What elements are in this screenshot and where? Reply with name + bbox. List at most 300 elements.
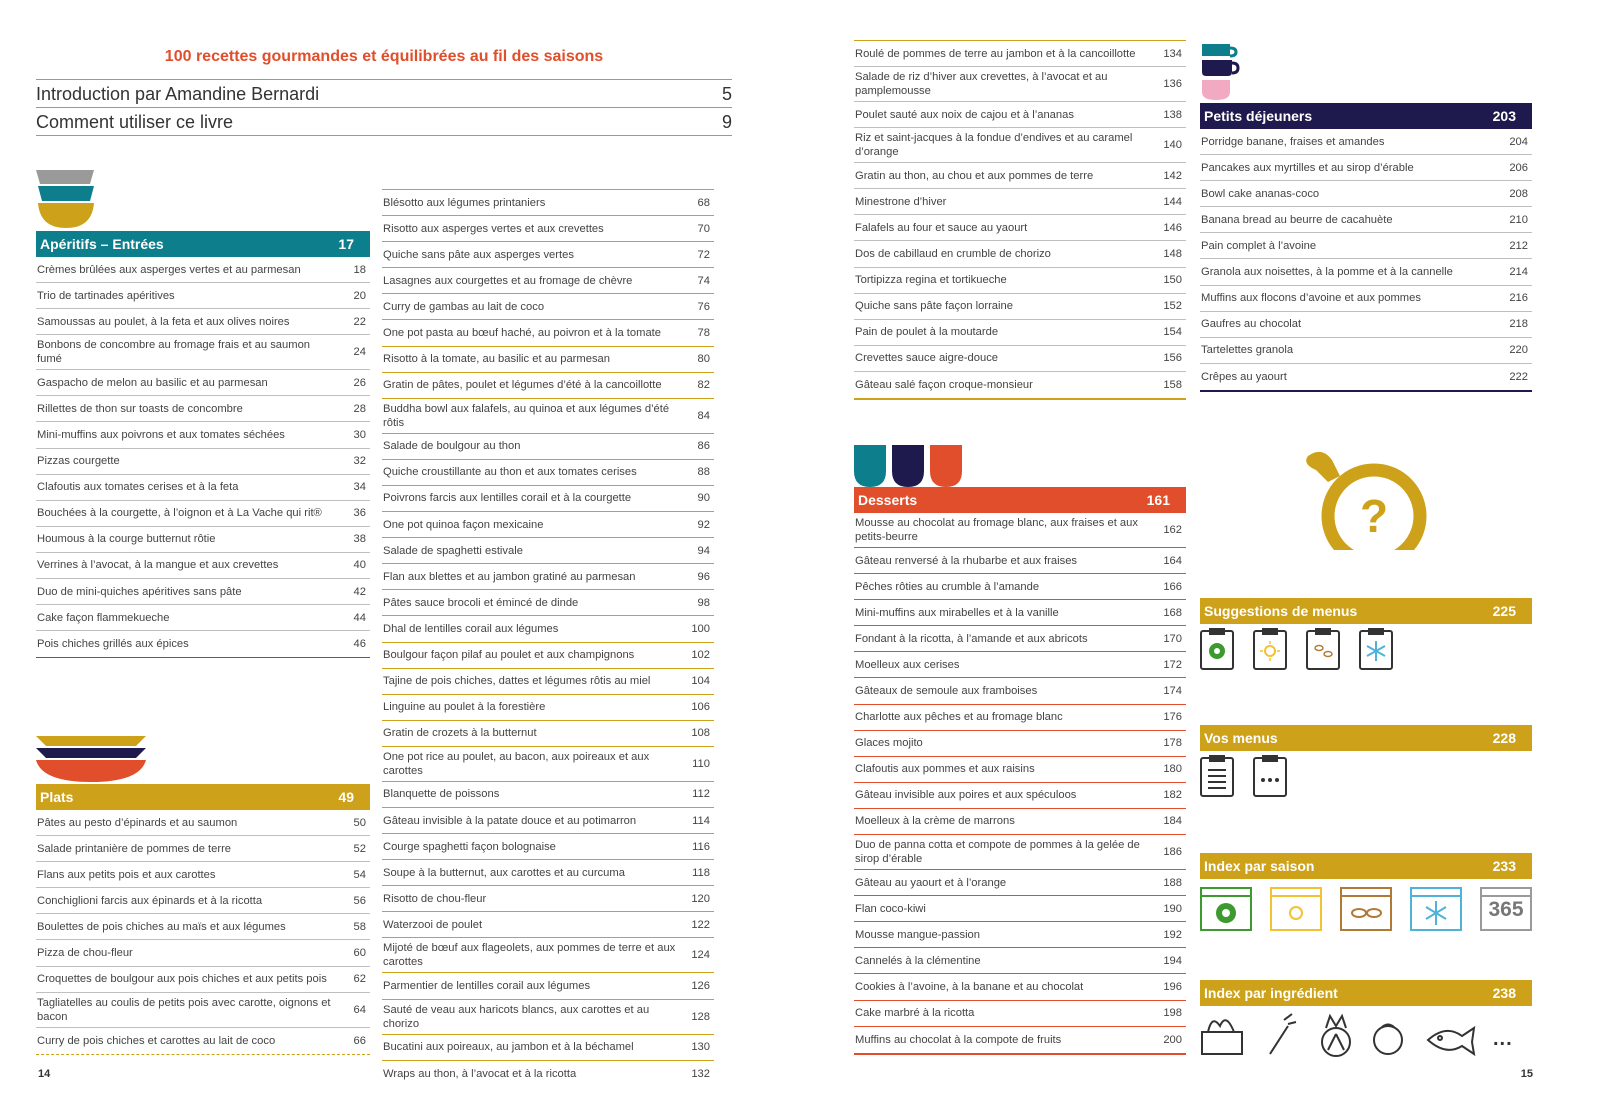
toc-entry-name: Parmentier de lentilles corail aux légumes bbox=[383, 979, 591, 992]
toc-entry[interactable] bbox=[854, 678, 1186, 704]
toc-entry-name: Tortipizza regina et tortikueche bbox=[855, 274, 1007, 287]
toc-entry[interactable] bbox=[854, 548, 1186, 574]
toc-entry[interactable] bbox=[36, 370, 370, 396]
toc-entry-name: Bucatini aux poireaux, au jambon et à la béchamel bbox=[383, 1041, 634, 1054]
ingredient-icons bbox=[1200, 1010, 1480, 1058]
toc-entry-page: 72 bbox=[697, 248, 710, 261]
toc-entry[interactable] bbox=[36, 993, 370, 1028]
toc-entry-name: Quiche sans pâte aux asperges vertes bbox=[383, 248, 574, 261]
toc-entry[interactable] bbox=[36, 631, 370, 657]
toc-entry[interactable] bbox=[382, 912, 714, 938]
toc-entry-name: Mini-muffins aux mirabelles et à la vanille bbox=[855, 606, 1059, 619]
toc-entry[interactable] bbox=[854, 870, 1186, 896]
toc-entry-name: Poivrons farcis aux lentilles corail et à la courgette bbox=[383, 492, 632, 505]
stacked-bowls-icon bbox=[36, 168, 96, 230]
toc-entry-name: Conchiglioni farcis aux épinards et à la ricotta bbox=[37, 894, 263, 907]
section-header-index-ingredient[interactable] bbox=[1200, 980, 1532, 1006]
toc-entry[interactable] bbox=[854, 346, 1186, 372]
toc-entry[interactable] bbox=[36, 527, 370, 553]
toc-entry-name: Gaspacho de melon au basilic et au parmesan bbox=[37, 376, 268, 389]
toc-entry-name: Clafoutis aux tomates cerises et à la feta bbox=[37, 481, 239, 494]
toc-entry[interactable] bbox=[382, 399, 714, 434]
toc-entry[interactable] bbox=[854, 163, 1186, 189]
toc-entry[interactable] bbox=[382, 860, 714, 886]
toc-entry-name: Cake marbré à la ricotta bbox=[855, 1007, 975, 1020]
toc-entry-name: Linguine au poulet à la forestière bbox=[383, 701, 546, 714]
toc-entry[interactable] bbox=[1200, 364, 1532, 390]
toc-entry-name: Trio de tartinades apéritives bbox=[37, 289, 175, 302]
toc-entry-name: Granola aux noisettes, à la pomme et à la cannelle bbox=[1201, 266, 1453, 279]
toc-entry[interactable] bbox=[854, 320, 1186, 346]
toc-entry[interactable] bbox=[854, 600, 1186, 626]
more-ingredients-icon: ... bbox=[1493, 1028, 1513, 1050]
toc-entry[interactable] bbox=[36, 1028, 370, 1054]
toc-entry-page: 80 bbox=[697, 353, 710, 366]
toc-entry-page: 134 bbox=[1163, 47, 1182, 60]
toc-entry[interactable] bbox=[854, 896, 1186, 922]
toc-entry[interactable] bbox=[1200, 286, 1532, 312]
section-header-suggestions[interactable] bbox=[1200, 598, 1532, 624]
toc-entry-page: 40 bbox=[353, 559, 366, 572]
toc-entry[interactable] bbox=[36, 605, 370, 631]
toc-entry[interactable] bbox=[382, 590, 714, 616]
toc-entry-page: 222 bbox=[1509, 370, 1528, 383]
toc-entry-page: 216 bbox=[1509, 292, 1528, 305]
toc-entry-name: Soupe à la butternut, aux carottes et au curcuma bbox=[383, 866, 625, 879]
toc-entry-name: Lasagnes aux courgettes et au fromage de chèvre bbox=[383, 274, 633, 287]
toc-entry[interactable] bbox=[854, 757, 1186, 783]
toc-entry[interactable] bbox=[382, 669, 714, 695]
toc-entry-page: 198 bbox=[1163, 1007, 1182, 1020]
toc-entry-page: 136 bbox=[1163, 78, 1182, 91]
toc-entry[interactable] bbox=[854, 705, 1186, 731]
toc-entry-name: Risotto de chou-fleur bbox=[383, 892, 487, 905]
toc-entry-name: Boulgour façon pilaf au poulet et aux champignons bbox=[383, 649, 635, 662]
toc-entry-page: 70 bbox=[697, 222, 710, 235]
toc-entry[interactable] bbox=[382, 721, 714, 747]
stacked-cups-icon bbox=[1200, 42, 1242, 102]
toc-entry[interactable] bbox=[1200, 312, 1532, 338]
toc-entry[interactable] bbox=[382, 616, 714, 642]
toc-entry[interactable] bbox=[382, 973, 714, 999]
toc-entry-name: Salade printanière de pommes de terre bbox=[37, 842, 232, 855]
toc-entry[interactable] bbox=[36, 967, 370, 993]
toc-entry[interactable] bbox=[854, 268, 1186, 294]
toc-entry[interactable] bbox=[854, 215, 1186, 241]
toc-entry-name: Pain complet à l’avoine bbox=[1201, 239, 1317, 252]
toc-entry-page: 30 bbox=[353, 429, 366, 442]
toc-entry-page: 220 bbox=[1509, 344, 1528, 357]
toc-entry-page: 118 bbox=[692, 866, 710, 879]
toc-entry[interactable] bbox=[382, 564, 714, 590]
toc-entry-name: Waterzooi de poulet bbox=[383, 918, 483, 931]
plats-continued-list bbox=[382, 190, 714, 1087]
toc-entry-name: Tagliatelles au coulis de petits pois avec carotte, oignons et bacon bbox=[37, 996, 331, 1023]
toc-entry-page: 204 bbox=[1509, 135, 1528, 148]
toc-entry[interactable] bbox=[382, 216, 714, 242]
toc-entry[interactable] bbox=[382, 320, 714, 346]
svg-text:?: ? bbox=[1359, 490, 1389, 542]
toc-entry[interactable] bbox=[854, 574, 1186, 600]
toc-entry-page: 86 bbox=[697, 440, 710, 453]
toc-entry-page: 104 bbox=[691, 675, 710, 688]
intro-row[interactable] bbox=[36, 80, 732, 108]
toc-entry[interactable] bbox=[1200, 233, 1532, 259]
toc-entry-name: Pain de poulet à la moutarde bbox=[855, 326, 999, 339]
toc-entry-page: 192 bbox=[1163, 928, 1182, 941]
toc-entry-page: 96 bbox=[697, 570, 710, 583]
toc-entry-name: Gratin au thon, au chou et aux pommes de terre bbox=[855, 169, 1094, 182]
toc-entry-name: Blésotto aux légumes printaniers bbox=[383, 196, 546, 209]
toc-entry-name: Fondant à la ricotta, à l’amande et aux abricots bbox=[855, 632, 1088, 645]
toc-entry-name: Poulet sauté aux noix de cajou et à l’ananas bbox=[855, 108, 1074, 121]
toc-entry-page: 44 bbox=[353, 611, 366, 624]
toc-entry-name: Dos de cabillaud en crumble de chorizo bbox=[855, 248, 1051, 261]
toc-entry[interactable] bbox=[36, 501, 370, 527]
toc-entry-page: 168 bbox=[1163, 606, 1182, 619]
toc-entry-page: 84 bbox=[697, 409, 710, 422]
how-to-page: 9 bbox=[721, 112, 732, 132]
page-number-right: 15 bbox=[1520, 1068, 1533, 1080]
intro-label: Introduction par Amandine Bernardi bbox=[36, 84, 320, 104]
toc-entry[interactable] bbox=[36, 309, 370, 335]
toc-entry-name: Sauté de veau aux haricots blancs, aux carottes et au chorizo bbox=[383, 1003, 650, 1030]
toc-entry-page: 26 bbox=[353, 376, 366, 389]
toc-entry-page: 190 bbox=[1163, 902, 1182, 915]
aperitifs-list bbox=[36, 257, 370, 658]
toc-entry-name: Mijoté de bœuf aux flageolets, aux pommes de terre et aux carottes bbox=[383, 942, 676, 969]
toc-entry-page: 156 bbox=[1163, 352, 1182, 365]
section-header-aperitifs[interactable] bbox=[36, 231, 370, 257]
toc-entry-page: 54 bbox=[353, 868, 366, 881]
toc-entry[interactable] bbox=[36, 475, 370, 501]
toc-entry[interactable] bbox=[854, 731, 1186, 757]
section-page: 17 bbox=[338, 236, 354, 252]
toc-entry-page: 178 bbox=[1163, 737, 1182, 750]
toc-entry-name: Gâteau au yaourt et à l’orange bbox=[855, 876, 1007, 889]
toc-entry-name: Croquettes de boulgour aux pois chiches et aux petits pois bbox=[37, 973, 327, 986]
toc-entry[interactable] bbox=[854, 189, 1186, 215]
toc-entry-name: Cannelés à la clémentine bbox=[855, 954, 981, 967]
toc-entry-page: 66 bbox=[353, 1034, 366, 1047]
section-page: 225 bbox=[1492, 603, 1516, 619]
toc-entry-page: 140 bbox=[1163, 139, 1182, 152]
toc-entry[interactable] bbox=[854, 294, 1186, 320]
toc-entry-name: Pâtes sauce brocoli et émincé de dinde bbox=[383, 596, 579, 609]
section-header-plats[interactable] bbox=[36, 784, 370, 810]
toc-entry-page: 172 bbox=[1163, 658, 1182, 671]
toc-entry[interactable] bbox=[382, 1035, 714, 1061]
toc-entry[interactable] bbox=[1200, 181, 1532, 207]
toc-entry-page: 144 bbox=[1163, 195, 1182, 208]
intro-page: 5 bbox=[721, 84, 732, 104]
toc-entry-name: Muffins au chocolat à la compote de fruits bbox=[855, 1033, 1062, 1046]
toc-entry-name: Pizzas courgette bbox=[37, 455, 120, 468]
toc-entry-page: 20 bbox=[353, 289, 366, 302]
toc-entry-name: Mini-muffins aux poivrons et aux tomates séchées bbox=[37, 429, 285, 442]
toc-entry-name: Houmous à la courge butternut rôtie bbox=[37, 533, 216, 546]
toc-entry[interactable] bbox=[382, 886, 714, 912]
toc-entry-name: Roulé de pommes de terre au jambon et à la cancoillotte bbox=[855, 47, 1136, 60]
toc-entry[interactable] bbox=[854, 102, 1186, 128]
toc-entry-name: One pot pasta au bœuf haché, au poivron et à la tomate bbox=[383, 327, 661, 340]
toc-entry-name: Quiche croustillante au thon et aux tomates cerises bbox=[383, 466, 637, 479]
toc-entry-page: 124 bbox=[691, 949, 710, 962]
toc-entry-page: 112 bbox=[692, 788, 710, 801]
toc-entry-page: 214 bbox=[1509, 266, 1528, 279]
toc-entry-name: Duo de mini-quiches apéritives sans pâte bbox=[37, 585, 242, 598]
toc-entry[interactable] bbox=[1200, 338, 1532, 364]
toc-entry-name: Quiche sans pâte façon lorraine bbox=[855, 300, 1013, 313]
toc-entry[interactable] bbox=[382, 242, 714, 268]
toc-entry-page: 94 bbox=[697, 544, 710, 557]
toc-entry[interactable] bbox=[382, 834, 714, 860]
toc-entry-name: Flan coco-kiwi bbox=[855, 902, 926, 915]
section-label: Plats bbox=[40, 789, 74, 805]
toc-entry-name: Dhal de lentilles corail aux légumes bbox=[383, 622, 559, 635]
section-header-vos-menus[interactable] bbox=[1200, 725, 1532, 751]
toc-entry[interactable] bbox=[854, 1001, 1186, 1027]
toc-entry-name: Bonbons de concombre au fromage frais et au saumon fumé bbox=[37, 339, 311, 366]
toc-entry[interactable] bbox=[854, 626, 1186, 652]
toc-entry-page: 58 bbox=[353, 920, 366, 933]
season-clipboards-icon bbox=[1200, 628, 1400, 672]
toc-entry[interactable] bbox=[36, 335, 370, 370]
toc-entry-page: 138 bbox=[1163, 108, 1182, 121]
section-header-desserts[interactable] bbox=[854, 487, 1186, 513]
how-to-row[interactable] bbox=[36, 108, 732, 136]
toc-entry[interactable] bbox=[382, 512, 714, 538]
toc-entry-name: Bouchées à la courgette, à l’oignon et à La Vache qui rit® bbox=[37, 507, 322, 520]
toc-entry[interactable] bbox=[382, 695, 714, 721]
toc-entry-page: 180 bbox=[1163, 763, 1182, 776]
toc-entry-page: 76 bbox=[697, 300, 710, 313]
toc-entry[interactable] bbox=[854, 809, 1186, 835]
toc-entry-page: 100 bbox=[691, 622, 710, 635]
calendar-365-label: 365 bbox=[1488, 898, 1524, 921]
toc-entry-page: 170 bbox=[1163, 632, 1182, 645]
toc-entry-page: 108 bbox=[691, 727, 710, 740]
toc-entry[interactable] bbox=[854, 974, 1186, 1000]
toc-entry-name: Pâtes au pesto d’épinards et au saumon bbox=[37, 816, 238, 829]
toc-entry-name: Muffins aux flocons d’avoine et aux pommes bbox=[1201, 292, 1421, 305]
toc-entry[interactable] bbox=[854, 1027, 1186, 1053]
toc-entry[interactable] bbox=[36, 553, 370, 579]
toc-entry[interactable] bbox=[1200, 207, 1532, 233]
toc-entry-name: Bowl cake ananas-coco bbox=[1201, 187, 1320, 200]
toc-entry-name: Courge spaghetti façon bolognaise bbox=[383, 840, 556, 853]
toc-entry-page: 38 bbox=[353, 533, 366, 546]
toc-entry[interactable] bbox=[36, 810, 370, 836]
toc-entry-name: Buddha bowl aux falafels, au quinoa et aux légumes d’été rôtis bbox=[383, 402, 670, 429]
toc-entry-page: 210 bbox=[1509, 213, 1528, 226]
toc-entry-name: Mousse au chocolat au fromage blanc, aux fraises et aux petits-beurre bbox=[855, 517, 1138, 543]
toc-entry-name: Pancakes aux myrtilles et au sirop d’érable bbox=[1201, 161, 1414, 174]
toc-entry-page: 106 bbox=[691, 701, 710, 714]
toc-entry[interactable] bbox=[382, 938, 714, 973]
toc-entry-name: One pot rice au poulet, au bacon, aux poireaux et aux carottes bbox=[383, 750, 650, 777]
toc-entry-page: 148 bbox=[1163, 248, 1182, 261]
toc-entry[interactable] bbox=[36, 283, 370, 309]
section-label: Suggestions de menus bbox=[1204, 603, 1358, 619]
section-page: 233 bbox=[1492, 858, 1516, 874]
section-header-petits-dejeuners[interactable] bbox=[1200, 103, 1532, 129]
toc-entry[interactable] bbox=[382, 643, 714, 669]
toc-entry-name: Porridge banane, fraises et amandes bbox=[1201, 135, 1385, 148]
toc-entry-page: 158 bbox=[1163, 378, 1182, 391]
toc-entry[interactable] bbox=[1200, 259, 1532, 285]
section-page: 203 bbox=[1492, 108, 1516, 124]
toc-entry-page: 154 bbox=[1163, 326, 1182, 339]
toc-entry-name: Banana bread au beurre de cacahuète bbox=[1201, 213, 1393, 226]
toc-entry-name: Rillettes de thon sur toasts de concombre bbox=[37, 402, 243, 415]
toc-entry[interactable] bbox=[36, 862, 370, 888]
toc-entry[interactable] bbox=[854, 948, 1186, 974]
toc-entry-name: Cake façon flammekueche bbox=[37, 611, 170, 624]
toc-entry-page: 88 bbox=[697, 466, 710, 479]
toc-entry[interactable] bbox=[854, 835, 1186, 870]
section-label: Index par saison bbox=[1204, 858, 1315, 874]
toc-entry[interactable] bbox=[36, 836, 370, 862]
toc-entry-name: Gâteaux de semoule aux framboises bbox=[855, 685, 1038, 698]
toc-entry[interactable] bbox=[854, 67, 1186, 102]
toc-entry[interactable] bbox=[382, 782, 714, 808]
toc-entry-name: Verrines à l’avocat, à la mangue et aux crevettes bbox=[37, 559, 279, 572]
toc-entry-name: Salade de boulgour au thon bbox=[383, 440, 521, 453]
toc-entry-name: Pizza de chou-fleur bbox=[37, 947, 133, 960]
toc-entry-page: 90 bbox=[697, 492, 710, 505]
petits-dejeuners-list bbox=[1200, 129, 1532, 392]
toc-entry[interactable] bbox=[36, 940, 370, 966]
toc-entry-name: One pot quinoa façon mexicaine bbox=[383, 518, 544, 531]
toc-entry-page: 206 bbox=[1509, 161, 1528, 174]
toc-entry-name: Flans aux petits pois et aux carottes bbox=[37, 868, 216, 881]
question-ladle-icon bbox=[1302, 450, 1432, 550]
toc-entry[interactable] bbox=[382, 1061, 714, 1087]
toc-entry-name: Clafoutis aux pommes et aux raisins bbox=[855, 763, 1035, 776]
toc-entry-name: Cookies à l’avoine, à la banane et au chocolat bbox=[855, 980, 1084, 993]
toc-entry[interactable] bbox=[854, 241, 1186, 267]
toc-entry[interactable] bbox=[36, 396, 370, 422]
toc-entry-page: 32 bbox=[353, 455, 366, 468]
toc-entry[interactable] bbox=[36, 449, 370, 475]
toc-entry[interactable] bbox=[36, 257, 370, 283]
toc-entry-name: Risotto aux asperges vertes et aux crevettes bbox=[383, 222, 604, 235]
stacked-plates-icon bbox=[36, 734, 148, 784]
toc-entry[interactable] bbox=[854, 783, 1186, 809]
toc-entry[interactable] bbox=[382, 347, 714, 373]
toc-entry[interactable] bbox=[36, 914, 370, 940]
toc-entry-name: Gâteau invisible à la patate douce et au potimarron bbox=[383, 814, 637, 827]
toc-entry[interactable] bbox=[36, 888, 370, 914]
toc-entry-page: 166 bbox=[1163, 580, 1182, 593]
toc-entry[interactable] bbox=[382, 747, 714, 782]
toc-entry[interactable] bbox=[1200, 155, 1532, 181]
toc-entry-page: 126 bbox=[691, 979, 710, 992]
toc-entry-page: 18 bbox=[353, 263, 366, 276]
toc-entry-page: 64 bbox=[353, 1003, 366, 1016]
toc-entry-page: 116 bbox=[692, 840, 710, 853]
toc-entry[interactable] bbox=[382, 486, 714, 512]
section-page: 49 bbox=[338, 789, 354, 805]
toc-entry-name: Gratin de pâtes, poulet et légumes d’été à la cancoillotte bbox=[383, 379, 662, 392]
section-label: Apéritifs – Entrées bbox=[40, 236, 164, 252]
toc-entry-page: 68 bbox=[697, 196, 710, 209]
toc-entry-page: 176 bbox=[1163, 711, 1182, 724]
toc-entry[interactable] bbox=[382, 190, 714, 216]
toc-entry[interactable] bbox=[854, 922, 1186, 948]
toc-entry[interactable] bbox=[382, 294, 714, 320]
toc-entry-page: 74 bbox=[697, 274, 710, 287]
toc-entry-name: Curry de gambas au lait de coco bbox=[383, 300, 545, 313]
toc-entry[interactable] bbox=[382, 538, 714, 564]
toc-entry-name: Blanquette de poissons bbox=[383, 788, 500, 801]
toc-entry-name: Pêches rôties au crumble à l’amande bbox=[855, 580, 1040, 593]
toc-entry-name: Samoussas au poulet, à la feta et aux olives noires bbox=[37, 315, 290, 328]
toc-entry[interactable] bbox=[382, 373, 714, 399]
desserts-list bbox=[854, 513, 1186, 1055]
toc-entry[interactable] bbox=[854, 41, 1186, 67]
toc-entry-page: 42 bbox=[353, 585, 366, 598]
toc-entry-name: Riz et saint-jacques à la fondue d’endives et au caramel d’orange bbox=[855, 132, 1133, 159]
toc-entry[interactable] bbox=[382, 808, 714, 834]
toc-entry-page: 46 bbox=[353, 638, 366, 651]
toc-entry-name: Salade de riz d’hiver aux crevettes, à l’avocat et au pamplemousse bbox=[855, 71, 1108, 98]
toc-entry-page: 194 bbox=[1163, 954, 1182, 967]
section-page: 228 bbox=[1492, 730, 1516, 746]
toc-entry-page: 208 bbox=[1509, 187, 1528, 200]
toc-entry-page: 120 bbox=[691, 892, 710, 905]
toc-entry-page: 122 bbox=[691, 918, 710, 931]
toc-entry-name: Gâteau renversé à la rhubarbe et aux fraises bbox=[855, 554, 1078, 567]
toc-entry-page: 212 bbox=[1509, 239, 1528, 252]
toc-entry-name: Moelleux aux cerises bbox=[855, 658, 960, 671]
toc-entry-page: 164 bbox=[1163, 554, 1182, 567]
toc-entry[interactable] bbox=[382, 1000, 714, 1035]
section-label: Vos menus bbox=[1204, 730, 1278, 746]
toc-entry-page: 28 bbox=[353, 402, 366, 415]
toc-entry-page: 92 bbox=[697, 518, 710, 531]
toc-entry-name: Glaces mojito bbox=[855, 737, 923, 750]
plats-list bbox=[36, 810, 370, 1055]
toc-entry[interactable] bbox=[1200, 129, 1532, 155]
toc-entry[interactable] bbox=[854, 513, 1186, 548]
toc-entry[interactable] bbox=[36, 579, 370, 605]
toc-entry-page: 146 bbox=[1163, 221, 1182, 234]
toc-entry-page: 98 bbox=[697, 596, 710, 609]
section-page: 238 bbox=[1492, 985, 1516, 1001]
section-label: Index par ingrédient bbox=[1204, 985, 1338, 1001]
toc-entry[interactable] bbox=[382, 434, 714, 460]
toc-entry-page: 162 bbox=[1163, 524, 1182, 536]
toc-entry[interactable] bbox=[854, 372, 1186, 398]
toc-title: 100 recettes gourmandes et équilibrées au fil des saisons bbox=[164, 48, 604, 65]
toc-entry[interactable] bbox=[382, 460, 714, 486]
toc-entry-page: 110 bbox=[692, 757, 710, 770]
toc-entry-name: Salade de spaghetti estivale bbox=[383, 544, 523, 557]
how-to-label: Comment utiliser ce livre bbox=[36, 112, 234, 132]
toc-entry[interactable] bbox=[36, 422, 370, 448]
toc-entry-page: 142 bbox=[1163, 169, 1182, 182]
section-header-index-saison[interactable] bbox=[1200, 853, 1532, 879]
toc-entry[interactable] bbox=[382, 268, 714, 294]
toc-entry-name: Tartelettes granola bbox=[1201, 344, 1294, 357]
toc-entry[interactable] bbox=[854, 128, 1186, 163]
toc-entry-page: 218 bbox=[1509, 318, 1528, 331]
toc-entry-page: 132 bbox=[691, 1067, 710, 1080]
toc-entry[interactable] bbox=[854, 652, 1186, 678]
toc-entry-name: Curry de pois chiches et carottes au lait de coco bbox=[37, 1034, 276, 1047]
